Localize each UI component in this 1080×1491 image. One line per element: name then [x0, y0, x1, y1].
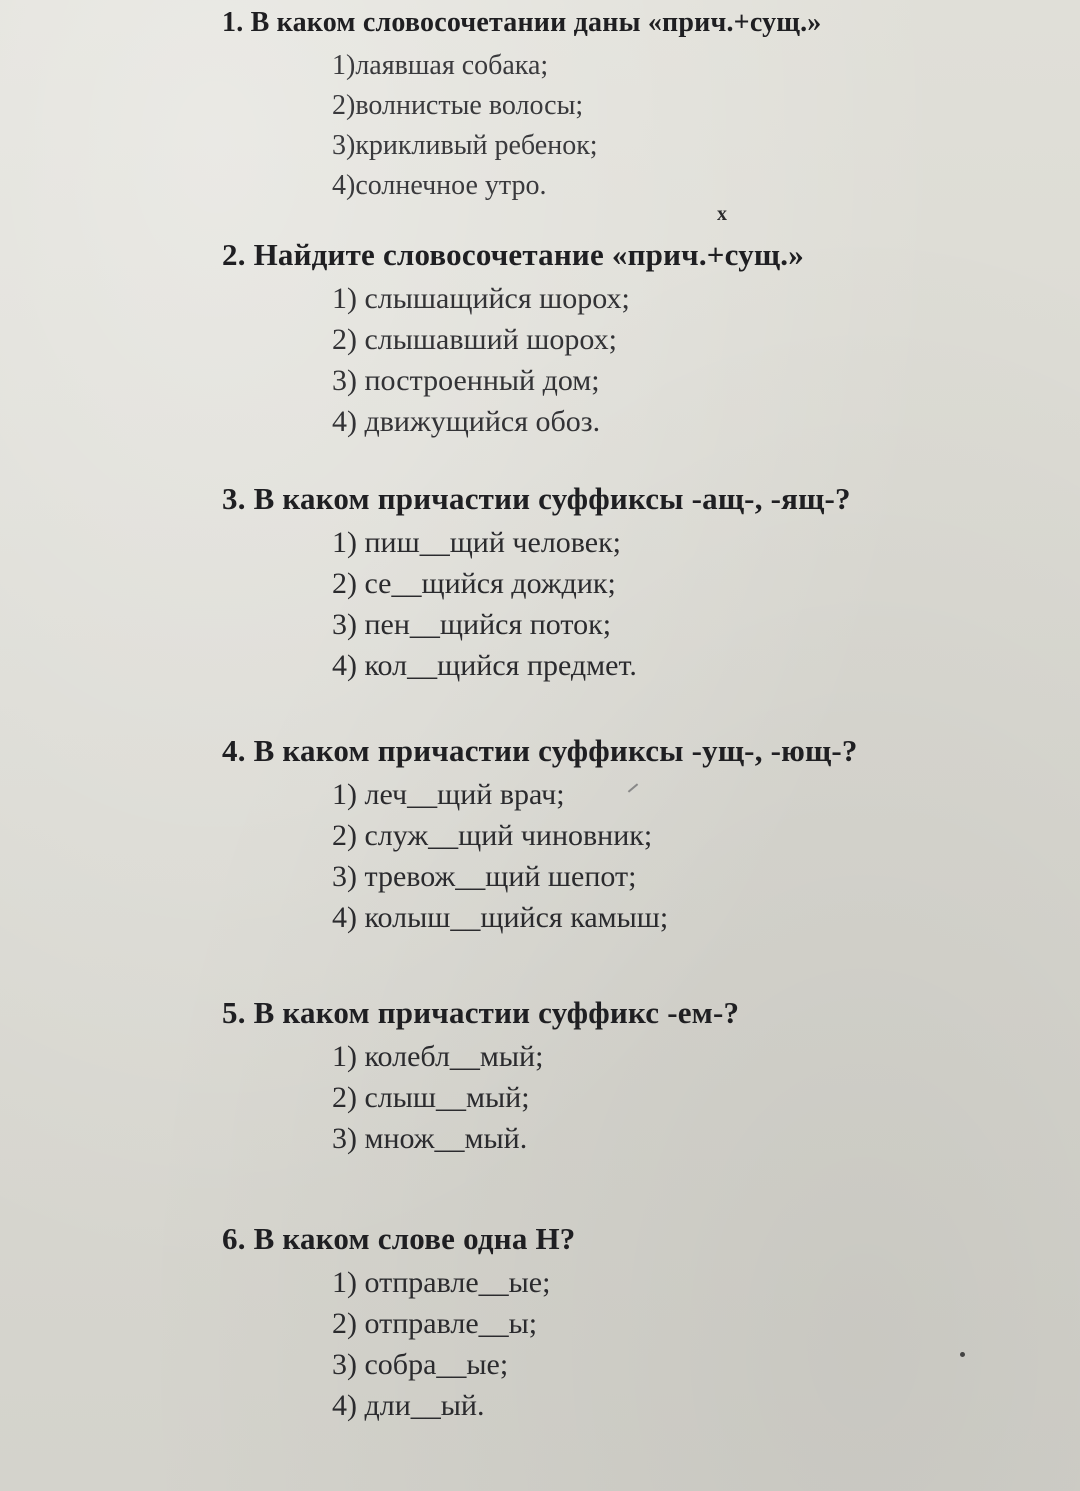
answer-option: 1) отправле__ые; [332, 1266, 551, 1299]
answer-option: 3) построенный дом; [332, 364, 600, 397]
answer-option: 3) тревож__щий шепот; [332, 860, 637, 893]
answer-options [332, 1262, 576, 1426]
answer-option: 4) дли__ый. [332, 1389, 485, 1422]
answer-option: 3) пен__щийся поток; [332, 608, 612, 641]
question-1 [222, 6, 822, 206]
answer-option: 2) слышавший шорох; [332, 323, 617, 356]
ink-dot [960, 1352, 965, 1357]
question-title: 1. В каком словосочетании даны «прич.+сущ.» [222, 7, 822, 38]
answer-option: 1)лаявшая собака; [332, 50, 549, 81]
answer-options [332, 46, 822, 206]
question-title: 4. В каком причастии суффиксы -ущ-, -ющ-? [222, 733, 858, 768]
answer-option: 1) колебл__мый; [332, 1040, 544, 1073]
answer-options [332, 1036, 739, 1159]
question-title: 5. В каком причастии суффикс -ем-? [222, 995, 740, 1030]
question-4 [222, 734, 858, 938]
answer-options [332, 774, 858, 938]
question-5 [222, 996, 739, 1159]
answer-option: 2) отправле__ы; [332, 1307, 538, 1340]
answer-option: 1) леч__щий врач; [332, 778, 565, 811]
question-title: 2. Найдите словосочетание «прич.+сущ.» [222, 237, 804, 272]
question-3 [222, 482, 851, 686]
answer-options [332, 278, 804, 442]
question-6 [222, 1222, 576, 1426]
answer-option: 4)солнечное утро. [332, 170, 547, 201]
answer-option: 4) колыш__щийся камыш; [332, 901, 669, 934]
answer-option: 1) слышащийся шорох; [332, 282, 630, 315]
answer-option: 3) множ__мый. [332, 1122, 528, 1155]
handwritten-x-mark: x [717, 203, 727, 225]
answer-option: 2) слыш__мый; [332, 1081, 530, 1114]
answer-option: 2)волнистые волосы; [332, 90, 584, 121]
answer-options [332, 522, 851, 686]
answer-option: 3)крикливый ребенок; [332, 130, 598, 161]
answer-option: 3) собра__ые; [332, 1348, 509, 1381]
answer-option: 4) кол__щийся предмет. [332, 649, 637, 682]
answer-option: 4) движущийся обоз. [332, 405, 601, 438]
answer-option: 2) служ__щий чиновник; [332, 819, 653, 852]
answer-option: 1) пиш__щий человек; [332, 526, 621, 559]
question-title: 6. В каком слове одна Н? [222, 1221, 576, 1256]
question-title: 3. В каком причастии суффиксы -ащ-, -ящ-? [222, 481, 851, 516]
answer-option: 2) се__щийся дождик; [332, 567, 616, 600]
question-2 [222, 238, 804, 442]
